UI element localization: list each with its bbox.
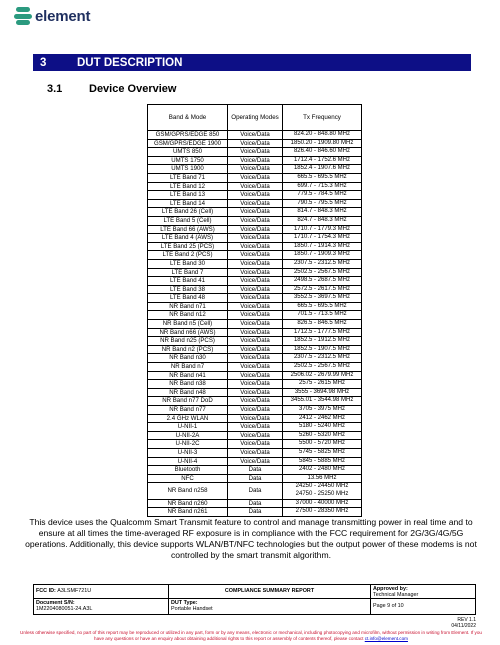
- operating-mode-cell: Voice/Data: [228, 234, 283, 243]
- tx-frequency-line: 824.7 - 848.3 MHz: [297, 216, 347, 223]
- tx-frequency-cell: [283, 242, 362, 251]
- tx-frequency-cell: [283, 234, 362, 243]
- tx-frequency-line: 790.5 - 795.5 MHz: [297, 199, 347, 206]
- fcc-id-value: A3LSMF721U: [57, 588, 92, 595]
- band-mode-cell: LTE Band 2 (PCS): [148, 251, 228, 260]
- table-row: [148, 397, 362, 406]
- operating-mode-cell: Voice/Data: [228, 199, 283, 208]
- tx-frequency-cell: [283, 311, 362, 320]
- band-mode-cell: NR Band n77 DoD: [148, 397, 228, 406]
- report-footer: [33, 584, 476, 615]
- table-row: [148, 139, 362, 148]
- tx-frequency-line: 1852.5 - 1912.5 MHz: [293, 337, 351, 344]
- band-mode-cell: GSM/GPRS/EDGE 850: [148, 131, 228, 140]
- band-mode-cell: LTE Band 4 (AWS): [148, 234, 228, 243]
- fcc-id-label: FCC ID:: [36, 588, 56, 595]
- brand-name: element: [35, 7, 91, 25]
- operating-mode-cell: Voice/Data: [228, 277, 283, 286]
- band-mode-cell: U-NII-1: [148, 423, 228, 432]
- tx-frequency-cell: [283, 499, 362, 508]
- table-row: [148, 294, 362, 303]
- tx-frequency-cell: [283, 457, 362, 466]
- operating-mode-cell: Voice/Data: [228, 354, 283, 363]
- tx-frequency-line: 2307.5 - 2312.5 MHz: [293, 259, 351, 266]
- operating-mode-cell: Voice/Data: [228, 302, 283, 311]
- band-mode-cell: NR Band n7: [148, 363, 228, 372]
- table-row: [148, 156, 362, 165]
- table-row: [148, 320, 362, 329]
- operating-mode-cell: Voice/Data: [228, 216, 283, 225]
- tx-frequency-cell: [283, 156, 362, 165]
- tx-frequency-cell: [283, 173, 362, 182]
- operating-mode-cell: Voice/Data: [228, 440, 283, 449]
- tx-frequency-line: 665.5 - 695.5 MHz: [297, 302, 347, 309]
- tx-frequency-cell: [283, 302, 362, 311]
- band-mode-cell: NR Band n48: [148, 388, 228, 397]
- table-row: [148, 499, 362, 508]
- tx-frequency-line: 13.56 MHz: [307, 474, 337, 481]
- tx-frequency-line: 1850.7 - 1914.3 MHz: [293, 242, 351, 249]
- tx-frequency-cell: [283, 259, 362, 268]
- operating-mode-cell: Voice/Data: [228, 139, 283, 148]
- operating-mode-cell: Voice/Data: [228, 294, 283, 303]
- operating-mode-cell: Voice/Data: [228, 397, 283, 406]
- header-operating-modes: Operating Modes: [228, 105, 283, 131]
- tx-frequency-line: 826.40 - 846.60 MHz: [293, 148, 351, 155]
- tx-frequency-cell: [283, 508, 362, 517]
- tx-frequency-line: 3555 - 3694.98 MHz: [294, 388, 350, 395]
- band-mode-cell: LTE Band 41: [148, 277, 228, 286]
- tx-frequency-line: 3455.01 - 3544.98 MHz: [290, 397, 354, 404]
- tx-frequency-cell: [283, 371, 362, 380]
- tx-frequency-cell: [283, 337, 362, 346]
- table-row: [148, 165, 362, 174]
- band-mode-cell: GSM/GPRS/EDGE 1900: [148, 139, 228, 148]
- tx-frequency-line: 779.5 - 784.5 MHz: [297, 191, 347, 198]
- band-mode-cell: NR Band n25 (PCS): [148, 337, 228, 346]
- operating-mode-cell: Voice/Data: [228, 165, 283, 174]
- header-band-mode: Band & Mode: [148, 105, 228, 131]
- operating-mode-cell: Voice/Data: [228, 251, 283, 260]
- tx-frequency-line: 1852.4 - 1907.6 MHz: [293, 165, 351, 172]
- tx-frequency-line: 1712.5 - 1777.5 MHz: [293, 328, 351, 335]
- operating-mode-cell: Data: [228, 508, 283, 517]
- document-sn-cell: [33, 599, 169, 614]
- band-mode-cell: NR Band n66 (AWS): [148, 328, 228, 337]
- tx-frequency-line: 1710.7 - 1754.3 MHz: [293, 234, 351, 241]
- operating-mode-cell: Voice/Data: [228, 363, 283, 372]
- operating-mode-cell: Voice/Data: [228, 448, 283, 457]
- tx-frequency-cell: [283, 388, 362, 397]
- table-row: [148, 457, 362, 466]
- tx-frequency-line: 24250 - 24450 MHz: [295, 483, 349, 490]
- tx-frequency-cell: [283, 363, 362, 372]
- tx-frequency-line: 27500 - 28350 MHz: [295, 508, 349, 515]
- tx-frequency-line: 3552.5 - 3697.5 MHz: [293, 294, 351, 301]
- tx-frequency-line: 2572.5 - 2617.5 MHz: [293, 285, 351, 292]
- tx-frequency-line: 5745 - 5825 MHz: [298, 448, 346, 455]
- tx-frequency-line: 2412 - 2462 MHz: [298, 414, 346, 421]
- table-row: [148, 268, 362, 277]
- tx-frequency-cell: [283, 131, 362, 140]
- fcc-id-cell: [33, 585, 169, 598]
- tx-frequency-line: 665.5 - 695.5 MHz: [297, 173, 347, 180]
- table-row: [148, 371, 362, 380]
- tx-frequency-cell: [283, 406, 362, 415]
- operating-mode-cell: Voice/Data: [228, 311, 283, 320]
- approved-label: Approved by:: [373, 586, 408, 592]
- element-logo-icon: [14, 7, 32, 25]
- operating-mode-cell: Voice/Data: [228, 406, 283, 415]
- band-mode-cell: NR Band n261: [148, 508, 228, 517]
- band-mode-cell: NR Band n258: [148, 483, 228, 499]
- tx-frequency-line: 1712.4 - 1752.6 MHz: [293, 156, 351, 163]
- operating-mode-cell: Voice/Data: [228, 148, 283, 157]
- tx-frequency-cell: [283, 345, 362, 354]
- band-mode-cell: NR Band n77: [148, 406, 228, 415]
- table-row: [148, 406, 362, 415]
- table-header-row: [148, 105, 362, 131]
- tx-frequency-cell: [283, 466, 362, 475]
- tx-frequency-line: 2506.02 - 2679.99 MHz: [290, 371, 354, 378]
- operating-mode-cell: Voice/Data: [228, 328, 283, 337]
- tx-frequency-cell: [283, 165, 362, 174]
- tx-frequency-cell: [283, 225, 362, 234]
- tx-frequency-cell: [283, 483, 362, 499]
- smart-transmit-description: This device uses the Qualcomm Smart Transmit feature to control and manage transmitting power in real time and to ensure at all times the time-averaged RF exposure is in compliance with the FCC requirement for 2G/3G/4G/5G operations. Additionally, this device supports WLAN/BT/NFC technologies but the output power of these modems is not controlled by the smart transmit algorithm.: [25, 517, 477, 560]
- device-overview-table-container: [147, 104, 361, 517]
- operating-mode-cell: Data: [228, 483, 283, 499]
- tx-frequency-cell: [283, 423, 362, 432]
- band-mode-cell: LTE Band 66 (AWS): [148, 225, 228, 234]
- band-mode-cell: NR Band n41: [148, 371, 228, 380]
- table-row: [148, 474, 362, 483]
- table-row: [148, 225, 362, 234]
- dut-type-label: DUT Type:: [171, 600, 198, 606]
- operating-mode-cell: Voice/Data: [228, 182, 283, 191]
- band-mode-cell: LTE Band 30: [148, 259, 228, 268]
- band-mode-cell: LTE Band 48: [148, 294, 228, 303]
- tx-frequency-cell: [283, 474, 362, 483]
- table-row: [148, 285, 362, 294]
- table-row: [148, 380, 362, 389]
- table-row: [148, 131, 362, 140]
- band-mode-cell: LTE Band 7: [148, 268, 228, 277]
- table-row: [148, 199, 362, 208]
- operating-mode-cell: Voice/Data: [228, 371, 283, 380]
- document-sn-value: 1M2204080051-24.A3L: [36, 606, 93, 613]
- report-title: COMPLIANCE SUMMARY REPORT: [169, 585, 371, 598]
- band-mode-cell: LTE Band 12: [148, 182, 228, 191]
- tx-frequency-cell: [283, 414, 362, 423]
- table-row: [148, 216, 362, 225]
- table-row: [148, 242, 362, 251]
- table-row: [148, 448, 362, 457]
- band-mode-cell: NR Band n38: [148, 380, 228, 389]
- header-tx-frequency: Tx Frequency: [283, 105, 362, 131]
- band-mode-cell: NR Band n71: [148, 302, 228, 311]
- subsection-header: [47, 83, 176, 95]
- table-row: [148, 259, 362, 268]
- tx-frequency-cell: [283, 251, 362, 260]
- copyright-disclaimer: [20, 630, 482, 641]
- tx-frequency-line: 826.5 - 846.5 MHz: [297, 320, 347, 327]
- table-row: [148, 414, 362, 423]
- section-number: 3: [40, 56, 47, 69]
- table-row: [148, 182, 362, 191]
- tx-frequency-line: 814.7 - 848.3 MHz: [297, 208, 347, 215]
- table-row: [148, 302, 362, 311]
- table-row: [148, 388, 362, 397]
- tx-frequency-cell: [283, 277, 362, 286]
- tx-frequency-line: 2307.5 - 2312.5 MHz: [293, 354, 351, 361]
- dut-type-cell: [169, 599, 371, 614]
- section-header: [33, 54, 471, 71]
- footer-row-1: [33, 585, 476, 599]
- table-row: [148, 328, 362, 337]
- tx-frequency-cell: [283, 268, 362, 277]
- table-row: [148, 191, 362, 200]
- band-mode-cell: LTE Band 5 (Cell): [148, 216, 228, 225]
- tx-frequency-cell: [283, 440, 362, 449]
- tx-frequency-line: 2575 - 2615 MHz: [298, 380, 346, 387]
- revision-date: 04/11/2022: [451, 623, 476, 629]
- tx-frequency-line: 5180 - 5240 MHz: [298, 423, 346, 430]
- band-mode-cell: LTE Band 71: [148, 173, 228, 182]
- band-mode-cell: 2.4 GHz WLAN: [148, 414, 228, 423]
- band-mode-cell: UMTS 850: [148, 148, 228, 157]
- tx-frequency-cell: [283, 199, 362, 208]
- tx-frequency-line: 1852.5 - 1907.5 MHz: [293, 345, 351, 352]
- band-mode-cell: NR Band n30: [148, 354, 228, 363]
- approved-cell: [371, 585, 476, 598]
- operating-mode-cell: Voice/Data: [228, 191, 283, 200]
- tx-frequency-cell: [283, 191, 362, 200]
- table-row: [148, 508, 362, 517]
- tx-frequency-line: 5260 - 5320 MHz: [298, 431, 346, 438]
- operating-mode-cell: Voice/Data: [228, 285, 283, 294]
- band-mode-cell: LTE Band 13: [148, 191, 228, 200]
- operating-mode-cell: Voice/Data: [228, 380, 283, 389]
- operating-mode-cell: Voice/Data: [228, 457, 283, 466]
- tx-frequency-line: 37000 - 40000 MHz: [295, 499, 349, 506]
- tx-frequency-line: 2502.5 - 2567.5 MHz: [293, 268, 351, 275]
- band-mode-cell: U-NII-4: [148, 457, 228, 466]
- table-row: [148, 431, 362, 440]
- band-mode-cell: NFC: [148, 474, 228, 483]
- tx-frequency-line: 2402 - 2480 MHz: [298, 466, 346, 473]
- operating-mode-cell: Voice/Data: [228, 431, 283, 440]
- operating-mode-cell: Voice/Data: [228, 345, 283, 354]
- tx-frequency-cell: [283, 328, 362, 337]
- band-mode-cell: Bluetooth: [148, 466, 228, 475]
- band-mode-cell: UMTS 1900: [148, 165, 228, 174]
- table-row: [148, 337, 362, 346]
- disclaimer-text: Unless otherwise specified, no part of this report may be reproduced or utilized in any part, form or by any means, electronic or mechanical, including photocopying and microfilm, without permission in writing from Element. If you have any questions or have an enquiry about obtaining additional rights to this report or assembly of contents thereof, please contact: [20, 630, 482, 641]
- operating-mode-cell: Data: [228, 499, 283, 508]
- approved-value: Technical Manager: [373, 592, 419, 599]
- table-row: [148, 277, 362, 286]
- table-row: [148, 483, 362, 499]
- tx-frequency-line: 5845 - 5885 MHz: [298, 457, 346, 464]
- tx-frequency-cell: [283, 320, 362, 329]
- operating-mode-cell: Data: [228, 474, 283, 483]
- tx-frequency-line: 1710.7 - 1779.3 MHz: [293, 225, 351, 232]
- page-number: Page 9 of 10: [371, 599, 476, 614]
- section-title: DUT DESCRIPTION: [77, 56, 183, 69]
- band-mode-cell: LTE Band 14: [148, 199, 228, 208]
- band-mode-cell: NR Band n12: [148, 311, 228, 320]
- revision-block: [451, 617, 476, 629]
- tx-frequency-line: 701.5 - 713.5 MHz: [297, 311, 347, 318]
- subsection-number: 3.1: [47, 83, 63, 95]
- operating-mode-cell: Voice/Data: [228, 423, 283, 432]
- band-mode-cell: LTE Band 26 (Cell): [148, 208, 228, 217]
- band-mode-cell: LTE Band 38: [148, 285, 228, 294]
- tx-frequency-cell: [283, 397, 362, 406]
- tx-frequency-line: 3705 - 3975 MHz: [298, 406, 346, 412]
- operating-mode-cell: Voice/Data: [228, 320, 283, 329]
- tx-frequency-line: 1850.7 - 1909.3 MHz: [293, 251, 351, 258]
- tx-frequency-line: 824.20 - 848.80 MHz: [293, 131, 351, 137]
- table-row: [148, 234, 362, 243]
- element-logo: [14, 4, 90, 28]
- tx-frequency-line: 5500 - 5720 MHz: [298, 440, 346, 447]
- table-row: [148, 423, 362, 432]
- operating-mode-cell: Voice/Data: [228, 131, 283, 140]
- operating-mode-cell: Voice/Data: [228, 388, 283, 397]
- dut-type-value: Portable Handset: [171, 606, 213, 613]
- table-row: [148, 251, 362, 260]
- band-mode-cell: U-NII-2C: [148, 440, 228, 449]
- operating-mode-cell: Voice/Data: [228, 414, 283, 423]
- tx-frequency-cell: [283, 182, 362, 191]
- operating-mode-cell: Voice/Data: [228, 337, 283, 346]
- table-row: [148, 354, 362, 363]
- band-mode-cell: NR Band n5 (Cell): [148, 320, 228, 329]
- footer-row-2: [33, 599, 476, 615]
- tx-frequency-cell: [283, 448, 362, 457]
- operating-mode-cell: Voice/Data: [228, 156, 283, 165]
- tx-frequency-cell: [283, 294, 362, 303]
- band-mode-cell: U-NII-3: [148, 448, 228, 457]
- tx-frequency-cell: [283, 208, 362, 217]
- band-mode-cell: NR Band n260: [148, 499, 228, 508]
- operating-mode-cell: Voice/Data: [228, 242, 283, 251]
- table-row: [148, 363, 362, 372]
- operating-mode-cell: Voice/Data: [228, 225, 283, 234]
- band-mode-cell: UMTS 1750: [148, 156, 228, 165]
- table-row: [148, 466, 362, 475]
- contact-email-link[interactable]: ct.info@element.com: [364, 635, 408, 641]
- tx-frequency-cell: [283, 431, 362, 440]
- tx-frequency-cell: [283, 380, 362, 389]
- tx-frequency-line: 1850.20 - 1909.80 MHz: [290, 139, 354, 146]
- table-row: [148, 173, 362, 182]
- tx-frequency-line: 2498.5 - 2687.5 MHz: [293, 277, 351, 284]
- operating-mode-cell: Voice/Data: [228, 173, 283, 182]
- tx-frequency-cell: [283, 354, 362, 363]
- document-sn-label: Document S/N:: [36, 600, 75, 606]
- table-row: [148, 208, 362, 217]
- table-row: [148, 311, 362, 320]
- device-overview-table: [147, 104, 362, 517]
- operating-mode-cell: Voice/Data: [228, 268, 283, 277]
- revision: REV 1.1: [457, 617, 476, 623]
- band-mode-cell: U-NII-2A: [148, 431, 228, 440]
- operating-mode-cell: Voice/Data: [228, 208, 283, 217]
- tx-frequency-cell: [283, 148, 362, 157]
- table-row: [148, 345, 362, 354]
- tx-frequency-line: 699.7 - 715.3 MHz: [297, 182, 347, 189]
- band-mode-cell: LTE Band 25 (PCS): [148, 242, 228, 251]
- tx-frequency-cell: [283, 216, 362, 225]
- subsection-title: Device Overview: [89, 83, 177, 95]
- table-row: [148, 440, 362, 449]
- tx-frequency-cell: [283, 285, 362, 294]
- tx-frequency-cell: [283, 139, 362, 148]
- tx-frequency-line: 24750 - 25250 MHz: [295, 490, 349, 497]
- tx-frequency-line: 2502.5 - 2567.5 MHz: [293, 363, 351, 370]
- operating-mode-cell: Data: [228, 466, 283, 475]
- table-row: [148, 148, 362, 157]
- band-mode-cell: NR Band n2 (PCS): [148, 345, 228, 354]
- operating-mode-cell: Voice/Data: [228, 259, 283, 268]
